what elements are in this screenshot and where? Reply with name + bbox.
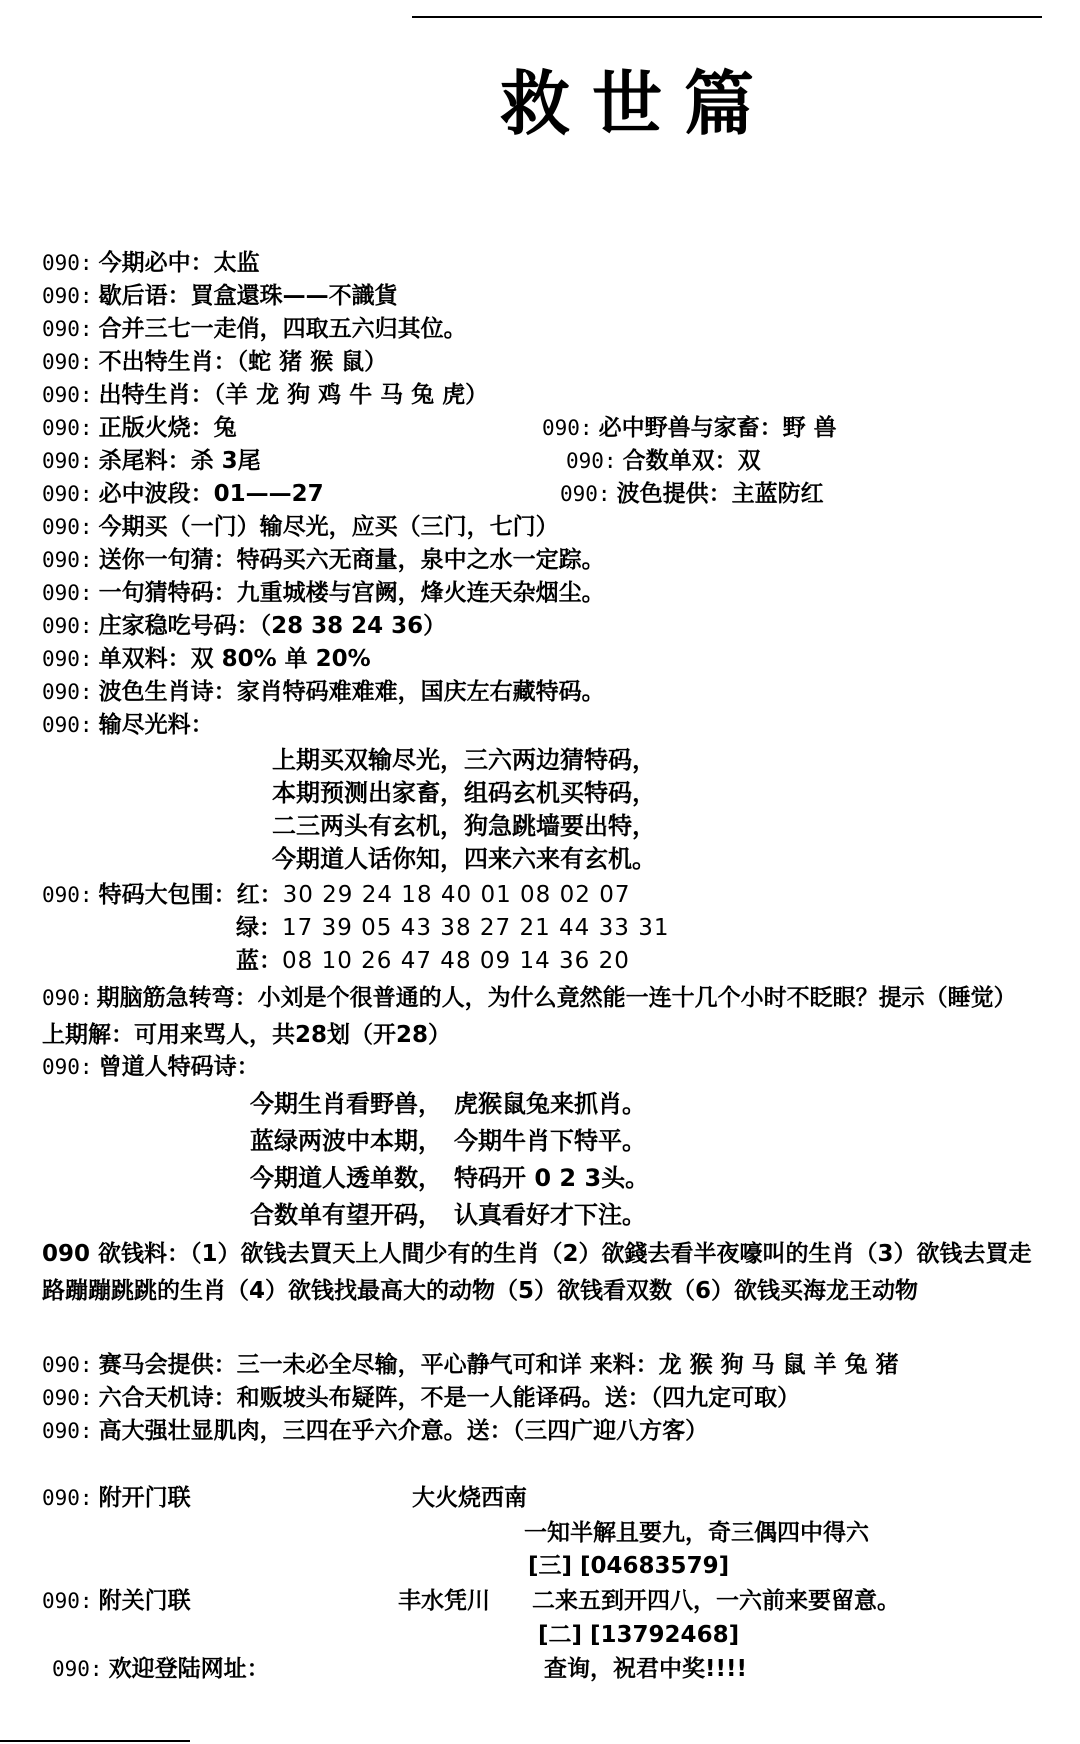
line-13: 090: 单双料：双 80% 单 20% (42, 646, 371, 672)
liuhe-line: 090: 六合天机诗：和贩坡头布疑阵，不是一人能译码。送：（四九定可取） (42, 1385, 801, 1411)
line-6b: 090: 必中野兽与家畜：野 兽 (542, 415, 837, 441)
riddle: 090: 期脑筋急转弯：小刘是个很普通的人，为什么竟然能一连十几个小时不眨眼？提示（睡觉） 上期解：可用来骂人，共28划（开28） (42, 985, 1029, 1048)
line-1: 090: 今期必中：太监 (42, 250, 260, 276)
bigbag-green: 绿：17 39 05 43 38 27 21 44 33 31 (236, 915, 670, 941)
guan-label: 090: 附关门联 (42, 1588, 191, 1614)
footer-text: 查询，祝君中奖!!!! (544, 1656, 747, 1682)
page-title: 救世篇 (500, 62, 776, 145)
poem2-line: 合数单有望开码， 认真看好才下注。 (250, 1201, 646, 1229)
line-15: 090: 输尽光料： (42, 712, 214, 738)
kai-c: [三] [04683579] (528, 1553, 730, 1579)
guan-c: [二] [13792468] (538, 1622, 740, 1648)
poem2-line: 蓝绿两波中本期， 今期牛肖下特平。 (250, 1127, 646, 1155)
line-7b: 090: 合数单双：双 (566, 448, 761, 474)
guan-b: 二来五到开四八，一六前来要留意。 (532, 1588, 900, 1614)
kai-a: 大火烧西南 (412, 1485, 527, 1511)
line-7a: 090: 杀尾料：杀 3尾 (42, 448, 261, 474)
poem1-line: 二三两头有玄机，狗急跳墙要出特， (272, 812, 656, 840)
bigbag-blue: 蓝：08 10 26 47 48 09 14 36 20 (236, 948, 630, 974)
line-6a: 090: 正版火烧：兔 (42, 415, 237, 441)
line-5: 090: 出特生肖：（羊 龙 狗 鸡 牛 马 兔 虎） (42, 382, 489, 408)
line-12: 090: 庄家稳吃号码：（28 38 24 36） (42, 613, 447, 639)
line-2: 090: 歇后语：買盒還珠——不識貨 (42, 283, 398, 309)
line-4: 090: 不出特生肖：（蛇 猪 猴 鼠） (42, 349, 388, 375)
strong-line: 090: 高大强壮显肌肉，三四在乎六介意。送：（三四广迎八方客） (42, 1418, 709, 1444)
line-8a: 090: 必中波段：01——27 (42, 481, 324, 507)
horse-line: 090: 赛马会提供：三一未必全尽输，平心静气可和详 来料：龙 猴 狗 马 鼠 羊 兔 猪 (42, 1352, 899, 1378)
line-11: 090: 一句猜特码：九重城楼与宫阙，烽火连天杂烟尘。 (42, 580, 605, 606)
poem2-label: 090: 曾道人特码诗： (42, 1054, 260, 1080)
poem1-line: 今期道人话你知，四来六来有玄机。 (272, 845, 656, 873)
top-rule (412, 16, 1042, 18)
poem1-line: 上期买双输尽光，三六两边猜特码， (272, 746, 656, 774)
money-riddle: 090 欲钱料：（1）欲钱去買天上人間少有的生肖（2）欲錢去看半夜嚎叫的生肖（3）欲钱去買走路蹦蹦跳跳的生肖（4）欲钱找最高大的动物（5）欲钱看双数（6）欲钱买海龙王动物 (42, 1241, 1032, 1304)
poem2-line: 今期道人透单数， 特码开 0 2 3头。 (250, 1164, 650, 1192)
poem2-line: 今期生肖看野兽， 虎猴鼠兔来抓肖。 (250, 1090, 646, 1118)
footer-label: 090: 欢迎登陆网址： (52, 1656, 270, 1682)
line-9: 090: 今期买（一门）输尽光，应买（三门，七门） (42, 514, 559, 540)
bottom-rule (0, 1740, 190, 1742)
kai-b: 一知半解且要九，奇三偶四中得六 (524, 1520, 869, 1546)
line-10: 090: 送你一句猜：特码买六无商量，泉中之水一定踪。 (42, 547, 605, 573)
bigbag-red: 090: 特码大包围：红：30 29 24 18 40 01 08 02 07 (42, 882, 631, 908)
line-8b: 090: 波色提供：主蓝防红 (560, 481, 824, 507)
kai-label: 090: 附开门联 (42, 1485, 191, 1511)
poem1-line: 本期预测出家畜，组码玄机买特码， (272, 779, 656, 807)
line-14: 090: 波色生肖诗：家肖特码难难难，国庆左右藏特码。 (42, 679, 605, 705)
guan-a: 丰水凭川 (398, 1588, 490, 1614)
line-3: 090: 合并三七一走俏，四取五六归其位。 (42, 316, 467, 342)
